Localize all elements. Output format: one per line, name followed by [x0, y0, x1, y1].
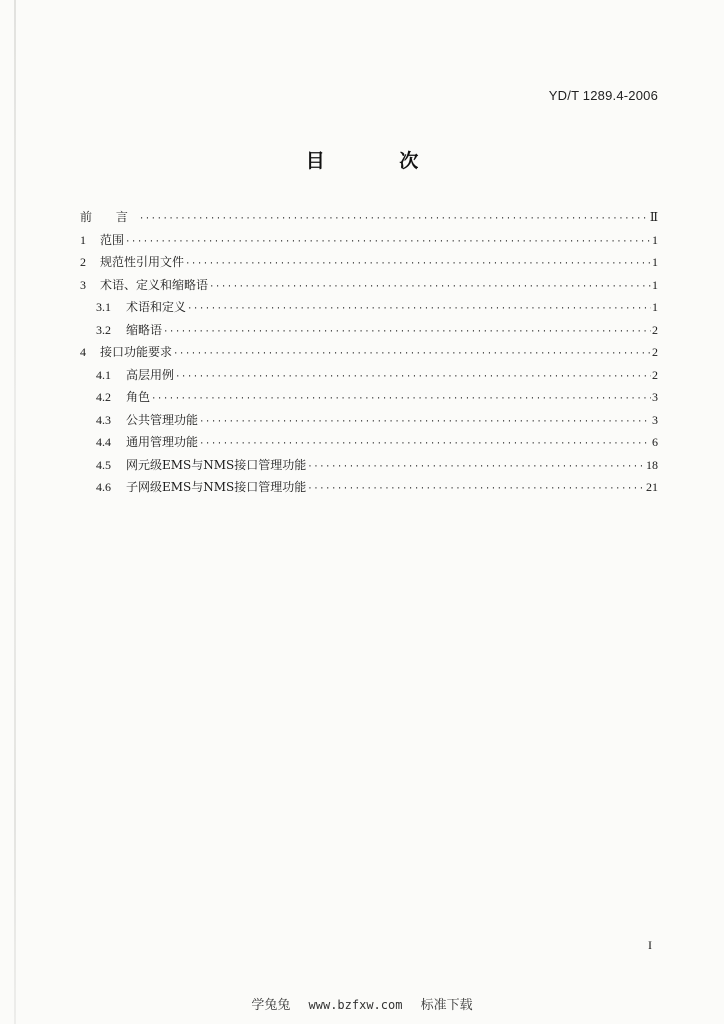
toc-entry-4[interactable] [80, 341, 658, 364]
toc-entry-label: 角色 [126, 390, 151, 404]
toc-entry-page: 2 [652, 322, 658, 337]
toc-entry-page: 1 [652, 255, 658, 269]
toc-entry-number: 4 [80, 345, 86, 359]
toc-entry-number: 4.3 [96, 412, 111, 427]
toc-entry-page: 1 [652, 277, 658, 292]
toc-leader [209, 276, 651, 299]
toc-leader [151, 388, 651, 411]
toc-entry-label: 子网级EMS与NMS接口管理功能 [126, 480, 307, 494]
toc-leader [173, 343, 651, 366]
toc-leader [125, 231, 651, 254]
table-of-contents [80, 206, 658, 499]
watermark-footer [0, 994, 724, 1013]
toc-entry-4-2[interactable] [80, 386, 658, 409]
toc-entry-number: 3.1 [96, 300, 111, 314]
toc-entry-page: 3 [652, 412, 658, 427]
toc-entry-label: 术语、定义和缩略语 [100, 277, 209, 292]
watermark-site[interactable]: www.bzfxw.com [308, 998, 403, 1012]
toc-leader [175, 366, 651, 389]
toc-entry-3-1[interactable] [80, 296, 658, 319]
toc-entry-label: 规范性引用文件 [100, 255, 185, 269]
toc-entry-1[interactable] [80, 229, 658, 252]
toc-entry-3[interactable] [80, 274, 658, 297]
toc-leader [307, 478, 645, 501]
toc-entry-number: 3.2 [96, 322, 111, 337]
toc-entry-3-2[interactable] [80, 319, 658, 342]
watermark-tagline: 标准下载 [420, 998, 473, 1013]
toc-entry-number: 4.5 [96, 457, 111, 472]
toc-leader [199, 411, 651, 434]
standard-code: YD/T 1289.4-2006 [548, 88, 658, 103]
toc-entry-foreword[interactable] [80, 206, 658, 229]
toc-entry-label: 网元级EMS与NMS接口管理功能 [126, 457, 307, 472]
toc-entry-4-3[interactable] [80, 409, 658, 432]
toc-entry-label: 缩略语 [126, 322, 163, 337]
toc-entry-number: 2 [80, 255, 86, 269]
toc-entry-label: 公共管理功能 [126, 412, 199, 427]
toc-entry-4-6[interactable] [80, 476, 658, 499]
toc-title: 目 次 [305, 150, 453, 172]
toc-entry-page: 1 [652, 232, 658, 247]
toc-leader [139, 208, 649, 231]
toc-leader [307, 456, 645, 479]
toc-entry-page: 1 [652, 300, 658, 314]
toc-entry-number: 4.2 [96, 390, 111, 404]
toc-leader [163, 321, 651, 344]
toc-entry-page: 6 [652, 435, 658, 449]
toc-entry-page: Ⅱ [649, 210, 658, 224]
toc-entry-page: 2 [652, 367, 658, 382]
toc-entry-2[interactable] [80, 251, 658, 274]
toc-entry-number: 1 [80, 232, 86, 247]
toc-entry-label: 通用管理功能 [126, 435, 199, 449]
watermark-name: 学兔兔 [251, 998, 291, 1013]
toc-entry-number: 4.4 [96, 435, 111, 449]
toc-leader [185, 253, 651, 276]
toc-entry-number: 4.6 [96, 480, 111, 494]
toc-entry-page: 3 [652, 390, 658, 404]
toc-leader [187, 298, 651, 321]
toc-entry-label: 高层用例 [126, 367, 175, 382]
toc-entry-4-1[interactable] [80, 364, 658, 387]
toc-leader [199, 433, 651, 456]
toc-entry-label: 前 言 [80, 210, 138, 224]
toc-entry-number: 4.1 [96, 367, 111, 382]
toc-entry-page: 21 [646, 480, 658, 494]
toc-entry-label: 术语和定义 [126, 300, 187, 314]
toc-entry-label: 接口功能要求 [100, 345, 173, 359]
toc-entry-4-5[interactable] [80, 454, 658, 477]
toc-entry-page: 18 [646, 457, 658, 472]
page-number: I [648, 938, 652, 952]
toc-entry-4-4[interactable] [80, 431, 658, 454]
toc-entry-page: 2 [652, 345, 658, 359]
toc-entry-number: 3 [80, 277, 86, 292]
toc-entry-label: 范围 [100, 232, 125, 247]
